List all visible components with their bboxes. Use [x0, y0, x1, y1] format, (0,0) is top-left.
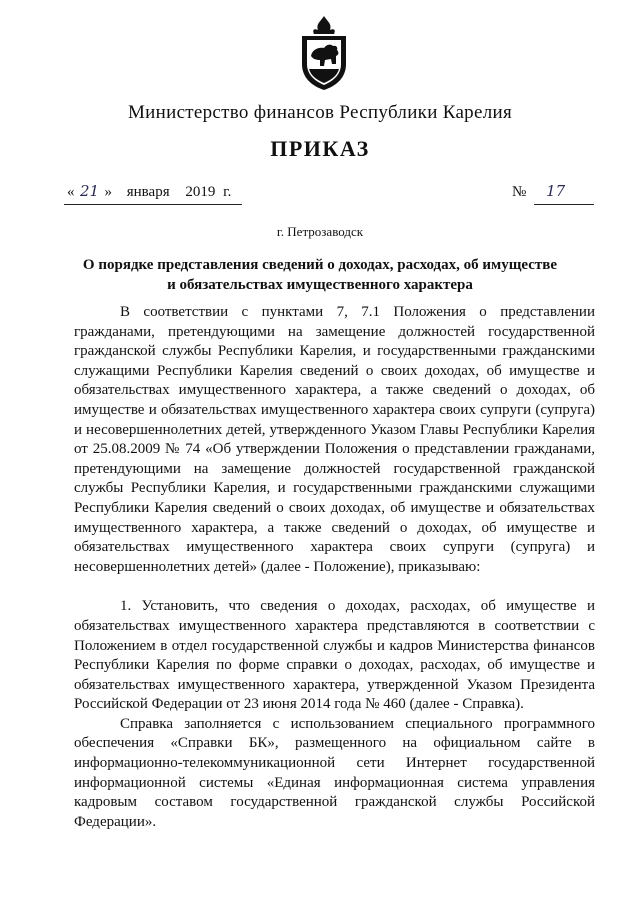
ministry-name: Министерство финансов Республики Карелия — [127, 102, 513, 123]
document-number — [512, 182, 565, 201]
date-close-quote: » — [104, 184, 112, 200]
city-name: г. Петрозаводск — [276, 224, 364, 239]
number-underline — [534, 204, 594, 205]
date-underline — [64, 204, 242, 205]
date-year: 2019 — [185, 184, 216, 200]
preamble-paragraph: В соответствии с пунктами 7, 7.1 Положения о представлении гражданами, претендующими на замещение должностей государственной гражданской службы Республики Карелия, и государственными гражданскими служащими Республики Карелия сведений о своих доходах, об имуществе и обязательствах имущественного характера, а также сведений о доходах, об имуществе и обязательствах имущественного характера своих супруги (супруга) и несовершеннолетних детей, утвержденного Указом Главы Республики Карелия от 25.08.2009 № 74 «Об утверждении Положения о представлении гражданами, претендующими на замещение должностей государственной гражданской службы Республики Карелия, и государственными гражданскими служащими Республики Карелия сведений о своих доходах, об имуществе и обязательствах имущественного характера, а также сведений о доходах, об имуществе и обязательствах имущественного характера своих супруги (супруга) и несовершеннолетних детей» (далее - Положение), приказываю: — [74, 304, 595, 575]
date-month: января — [126, 184, 170, 200]
document-date — [64, 182, 231, 201]
order-title-line-1: О порядке представления сведений о доходах, расходах, об имуществе — [82, 257, 558, 273]
clause-1-paragraph: 1. Установить, что сведения о доходах, расходах, об имуществе и обязательствах имущественного характера представляются в соответствии с Положением в отдел государственной службы и кадров Министерства финансов Республики Карелия по форме справки о доходах, расходах, об имуществе и обязательствах имущественного характера, утвержденной Указом Президента Российской Федерации от 23 июня 2014 года № 460 (далее - Справка). — [74, 598, 595, 713]
clause-1-continuation-paragraph: Справка заполняется с использованием специального программного обеспечения «Справки БК», размещенного на официальном сайте в информационно-телекоммуникационной сети Интернет государственной информационной системы «Единая информационная система управления кадровым составом государственной гражданской службы Российской Федерации». — [74, 715, 595, 830]
date-open-quote: « — [67, 184, 75, 200]
number-label: № — [512, 184, 527, 200]
date-day: 21 — [79, 182, 100, 200]
document-type-title: ПРИКАЗ — [270, 136, 370, 161]
order-title-line-2: и обязательствах имущественного характера — [167, 277, 473, 293]
order-title — [80, 255, 560, 295]
date-year-suffix: г. — [223, 184, 232, 200]
order-body — [74, 303, 595, 832]
number-value: 17 — [546, 182, 566, 200]
karelia-coat-of-arms-icon — [296, 14, 352, 92]
